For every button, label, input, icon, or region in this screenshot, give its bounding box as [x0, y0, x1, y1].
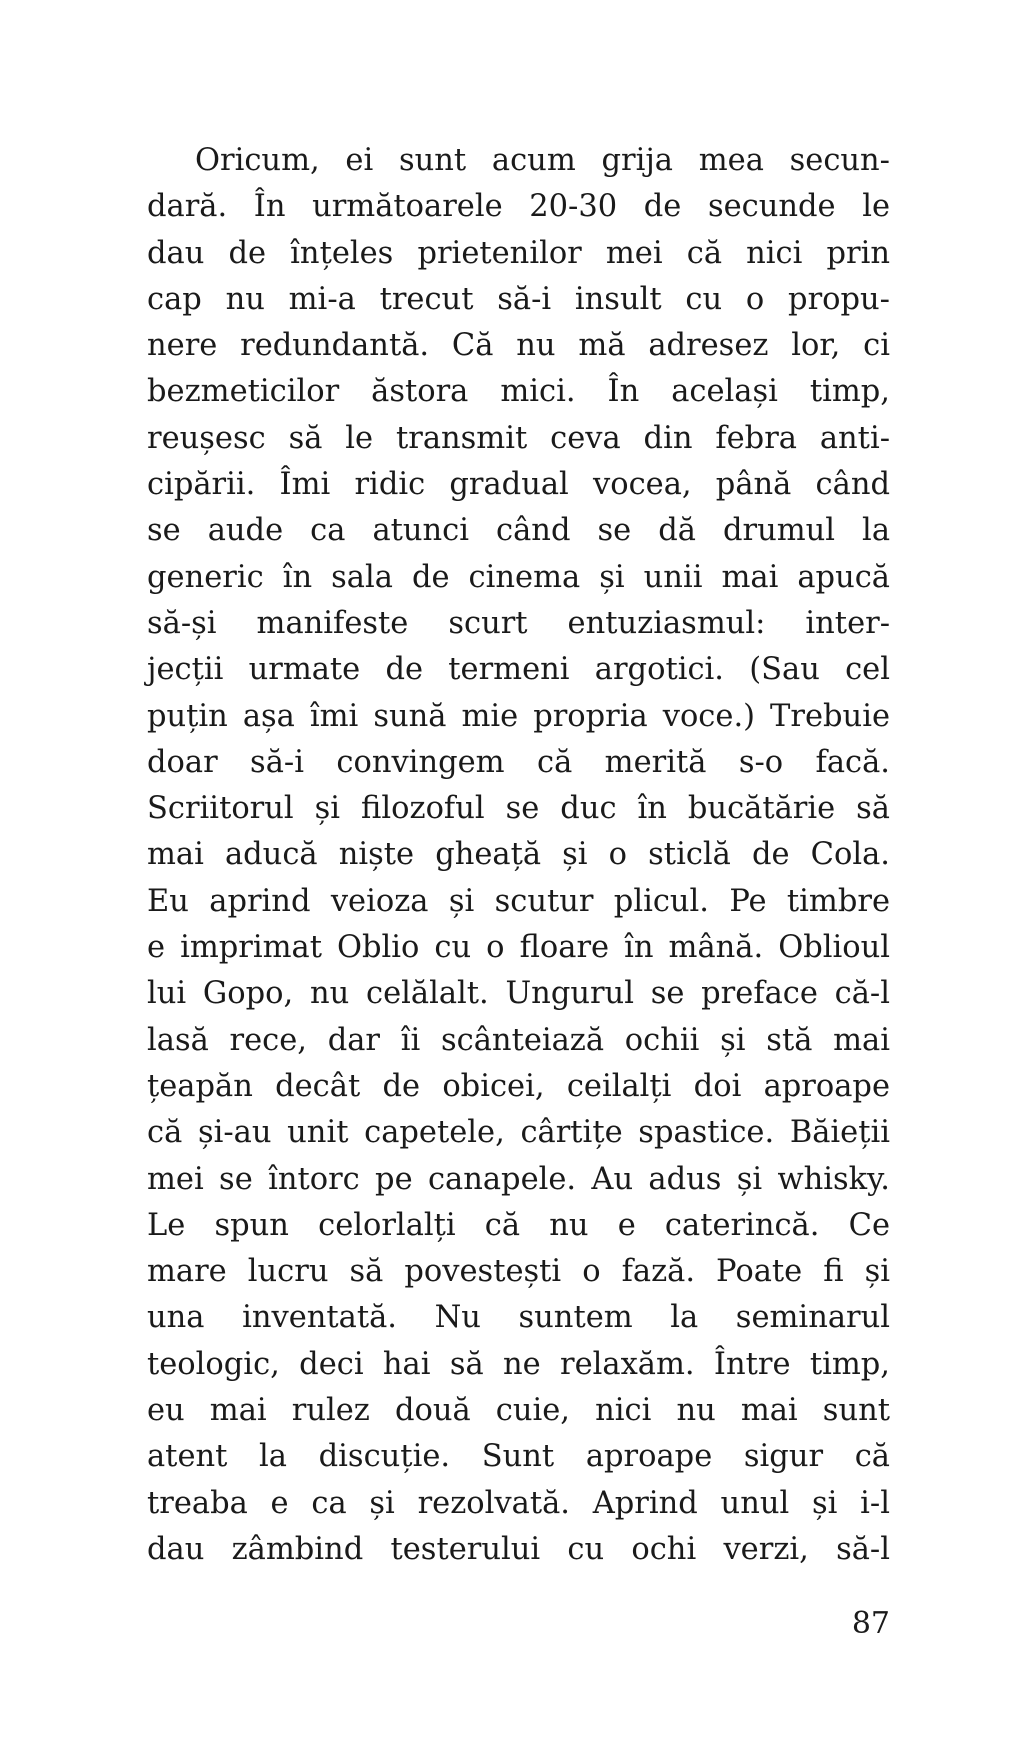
text-line-13: puțin așa îmi sună mie propria voce.) Trebuie	[147, 698, 890, 734]
text-line-22: că și-au unit capetele, cârtițe spastice. Băieții	[147, 1115, 890, 1151]
text-line-16: mai aducă niște gheață și o sticlă de Cola.	[147, 837, 890, 873]
text-line-6: bezmeticilor ăstora mici. În același timp,	[147, 374, 890, 410]
text-line-4: cap nu mi-a trecut să-i insult cu o propu-	[147, 281, 890, 317]
text-line-31: dau zâmbind testerului cu ochi verzi, să-l	[147, 1531, 890, 1567]
text-line-26: una inventată. Nu suntem la seminarul	[147, 1300, 890, 1336]
text-line-21: țeapăn decât de obicei, ceilalți doi aproape	[147, 1068, 890, 1104]
text-line-5: nere redundantă. Că nu mă adresez lor, ci	[147, 328, 890, 364]
text-line-15: Scriitorul și filozoful se duc în bucătărie să	[147, 791, 890, 827]
text-line-30: treaba e ca și rezolvată. Aprind unul și i-l	[147, 1485, 890, 1521]
text-line-25: mare lucru să povestești o fază. Poate fi și	[147, 1254, 890, 1290]
text-line-11: să-și manifeste scurt entuziasmul: inter-	[147, 605, 890, 641]
text-line-14: doar să-i convingem că merită s-o facă.	[147, 744, 890, 780]
text-line-9: se aude ca atunci când se dă drumul la	[147, 513, 890, 549]
page-number: 87	[851, 1606, 890, 1641]
text-line-10: generic în sala de cinema și unii mai apucă	[147, 559, 890, 595]
text-line-19: lui Gopo, nu celălalt. Ungurul se preface că-l	[147, 976, 890, 1012]
text-line-1: Oricum, ei sunt acum grija mea secun-	[195, 143, 890, 178]
text-line-17: Eu aprind veioza și scutur plicul. Pe timbre	[147, 883, 890, 919]
text-line-8: cipării. Îmi ridic gradual vocea, până când	[147, 467, 890, 503]
text-line-24: Le spun celorlalți că nu e caterincă. Ce	[147, 1207, 890, 1243]
text-line-7: reușesc să le transmit ceva din febra anti-	[147, 420, 890, 456]
text-line-29: atent la discuție. Sunt aproape sigur că	[147, 1439, 890, 1475]
text-line-12: jecții urmate de termeni argotici. (Sau cel	[147, 652, 890, 688]
text-line-18: e imprimat Oblio cu o floare în mână. Oblioul	[147, 930, 890, 966]
text-line-23: mei se întorc pe canapele. Au adus și whisky.	[147, 1161, 890, 1197]
body-text	[147, 138, 890, 1573]
text-line-3: dau de înțeles prietenilor mei că nici prin	[147, 235, 890, 271]
text-line-27: teologic, deci hai să ne relaxăm. Între timp,	[147, 1346, 890, 1382]
text-line-28: eu mai rulez două cuie, nici nu mai sunt	[147, 1393, 890, 1429]
text-line-20: lasă rece, dar îi scânteiază ochii și stă mai	[147, 1022, 890, 1058]
text-line-2: dară. În următoarele 20-30 de secunde le	[147, 189, 890, 225]
